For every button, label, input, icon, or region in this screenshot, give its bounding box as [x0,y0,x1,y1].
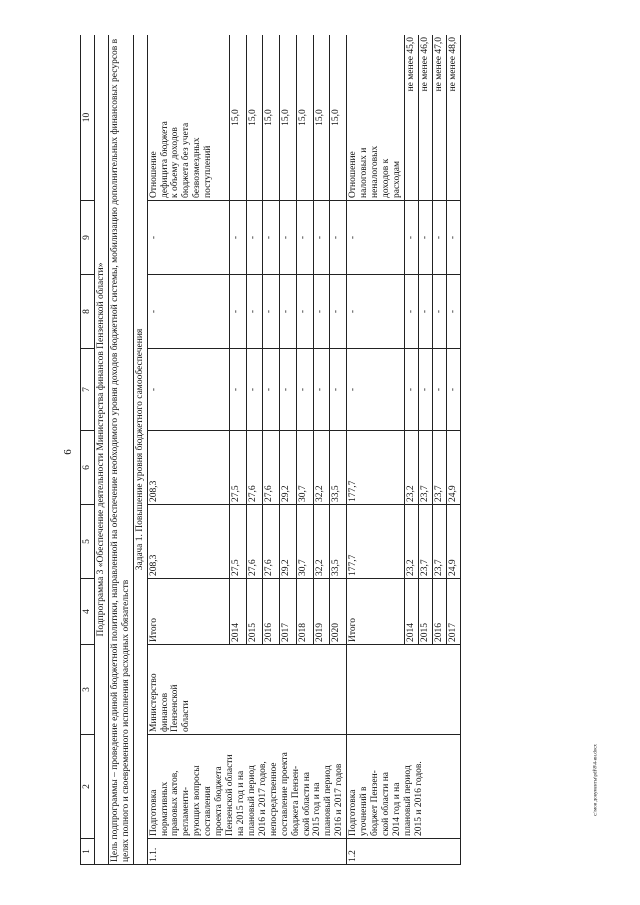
measure-name-line: Подготовка [148,789,159,836]
value-9: - [404,201,418,275]
value-7: - [230,349,247,431]
measure-name-line: плановый период [246,765,257,836]
measure-name-line: уточнений в [359,786,370,836]
value-5: 23,7 [418,505,432,579]
value-5: 30,7 [296,505,313,579]
measure-name-line: Пензенской области [225,754,236,836]
value-8: - [263,275,280,349]
total-v7: - [347,349,405,431]
value-8: - [230,275,247,349]
value-9: - [280,201,297,275]
value-5: 27,5 [230,505,247,579]
total-v8: - [347,275,405,349]
value-7: - [246,349,263,431]
value-6: 30,7 [296,431,313,505]
value-9: - [446,201,460,275]
year: 2015 [246,579,263,645]
value-5: 29,2 [280,505,297,579]
measure-executor [147,645,347,735]
value-5: 33,5 [330,505,347,579]
value-7: - [404,349,418,431]
indicator-name-line: бюджета без учета [181,122,192,198]
rotated-content [80,35,560,865]
total-v6: 177,7 [347,431,405,505]
value-8: - [446,275,460,349]
indicator-name-line: безвозмездных [192,137,203,198]
total-label: Итого [147,579,229,645]
value-5: 32,2 [313,505,330,579]
measure-name-line: 2016 и 2017 годов, [257,761,268,836]
value-5: 27,6 [246,505,263,579]
indicator-name [347,35,405,201]
value-9: - [313,201,330,275]
indicator-name-line: дефицита бюджета [159,121,170,198]
total-v6: 208,3 [147,431,229,505]
value-7: - [418,349,432,431]
value-9: - [432,201,446,275]
header-row [81,35,95,865]
value-5: 23,2 [404,505,418,579]
col-header-6: 6 [81,431,95,505]
indicator-value: не менее 47,0 [432,35,446,201]
value-9: - [418,201,432,275]
total-v8: - [147,275,229,349]
measure-name-line: бюджет Пензен- [370,770,381,836]
year: 2018 [296,579,313,645]
value-7: - [432,349,446,431]
value-8: - [313,275,330,349]
value-7: - [263,349,280,431]
year: 2017 [446,579,460,645]
value-6: 27,5 [230,431,247,505]
measure-name-line: бюджета Пензен- [290,765,301,836]
value-7: - [446,349,460,431]
col-header-9: 9 [81,201,95,275]
indicator-value: 15,0 [296,35,313,201]
footer-path: c:\мои документы\pdf\8\4-ин.docx [593,744,599,816]
value-5: 27,6 [263,505,280,579]
indicator-value: не менее 46,0 [418,35,432,201]
value-6: 24,9 [446,431,460,505]
indicator-value: 15,0 [246,35,263,201]
measure-name-line: проекта бюджета [214,766,225,836]
value-8: - [418,275,432,349]
measure-name-line: Подготовка [348,789,359,836]
value-8: - [330,275,347,349]
total-v5: 208,3 [147,505,229,579]
measure-name [347,735,460,839]
value-7: - [280,349,297,431]
indicator-name-line: Отношение [348,151,359,198]
value-6: 32,2 [313,431,330,505]
col-header-10: 10 [81,35,95,201]
value-8: - [280,275,297,349]
goal-row [108,35,133,865]
indicator-name-line: к объему доходов [170,127,181,198]
value-9: - [230,201,247,275]
indicator-value: 15,0 [280,35,297,201]
col-header-4: 4 [81,579,95,645]
indicator-value: не менее 48,0 [446,35,460,201]
subprogram-row [94,35,108,865]
indicator-value: 15,0 [263,35,280,201]
value-6: 27,6 [263,431,280,505]
measure-name-line: ской области на [380,772,391,836]
value-5: 24,9 [446,505,460,579]
value-8: - [296,275,313,349]
measure-executor-line: Министерство [148,673,159,732]
total-v9: - [147,201,229,275]
value-7: - [330,349,347,431]
value-7: - [313,349,330,431]
indicator-name-line: расходам [391,161,402,198]
total-v7: - [147,349,229,431]
col-header-8: 8 [81,275,95,349]
measure-total-row [147,35,229,865]
value-7: - [296,349,313,431]
indicator-value: 15,0 [230,35,247,201]
task-title: Задача 1. Повышение уровня бюджетного самообеспечения [133,35,147,865]
value-6: 33,5 [330,431,347,505]
col-header-5: 5 [81,505,95,579]
indicator-value: не менее 45,0 [404,35,418,201]
program-table [80,35,461,865]
measure-name-line: непосредственное [268,762,279,836]
value-6: 29,2 [280,431,297,505]
col-header-1: 1 [81,839,95,865]
indicator-name [147,35,229,201]
measure-name-line: регламенти- [181,786,192,836]
measure-name-line: 2014 год и на [391,782,402,836]
value-9: - [296,201,313,275]
indicator-value: 15,0 [330,35,347,201]
col-header-2: 2 [81,735,95,839]
measure-name-line: рующих вопросы [192,765,203,836]
measure-name-line: 2016 и 2017 годов [334,763,345,836]
measure-executor-line: финансов [159,692,170,732]
value-5: 23,7 [432,505,446,579]
year: 2016 [432,579,446,645]
value-6: 27,6 [246,431,263,505]
measure-executor-line: области [181,700,192,732]
measure-name-line: составления [203,786,214,836]
value-6: 23,7 [418,431,432,505]
total-v5: 177,7 [347,505,405,579]
measure-name-line: на 2015 год и на [235,770,246,836]
measure-executor [347,645,460,735]
measure-name-line: составление проекта [279,752,290,836]
year: 2015 [418,579,432,645]
measure-name-line: нормативных [159,781,170,836]
measure-number: 1.1. [147,839,347,865]
value-9: - [330,201,347,275]
subprogram-goal: Цель подпрограммы – проведение единой бюджетной политики, направленной на обеспечение необходимого уровня доходов бюджетной системы, мобилизацию дополнительных финансовых ресурсов в целях полного и своевременного исполнения расходных обязательств [108,35,133,865]
year: 2014 [230,579,247,645]
total-label: Итого [347,579,405,645]
indicator-value: 15,0 [313,35,330,201]
value-9: - [246,201,263,275]
subprogram-title: Подпрограмма 3 «Обеспечение деятельности Министерства финансов Пензенской области» [94,35,108,865]
measure-name-line: 2015 и 2016 годов. [413,761,424,836]
task-row [133,35,147,865]
value-8: - [432,275,446,349]
measure-name-line: правовых актов, [170,770,181,836]
indicator-name-line: поступлений [203,145,214,198]
total-v9: - [347,201,405,275]
value-6: 23,7 [432,431,446,505]
indicator-name-line: неналоговых [370,145,381,198]
year: 2014 [404,579,418,645]
value-8: - [404,275,418,349]
measure-name-line: плановый период [402,765,413,836]
page-number: 6 [62,449,74,455]
measure-name-line: ской области на [301,772,312,836]
measure-number: 1.2 [347,839,460,865]
measure-name [147,735,347,839]
year: 2019 [313,579,330,645]
rotated-page [80,35,560,865]
value-6: 23,2 [404,431,418,505]
year: 2016 [263,579,280,645]
col-header-7: 7 [81,349,95,431]
value-9: - [263,201,280,275]
indicator-name-line: доходов к [380,158,391,198]
year: 2017 [280,579,297,645]
measure-executor-line: Пензенской [170,684,181,732]
year: 2020 [330,579,347,645]
measure-name-line: плановый период [323,765,334,836]
measure-name-line: 2015 год и на [312,782,323,836]
indicator-name-line: Отношение [148,151,159,198]
measure-total-row [347,35,405,865]
indicator-name-line: налоговых и [359,147,370,198]
value-8: - [246,275,263,349]
col-header-3: 3 [81,645,95,735]
